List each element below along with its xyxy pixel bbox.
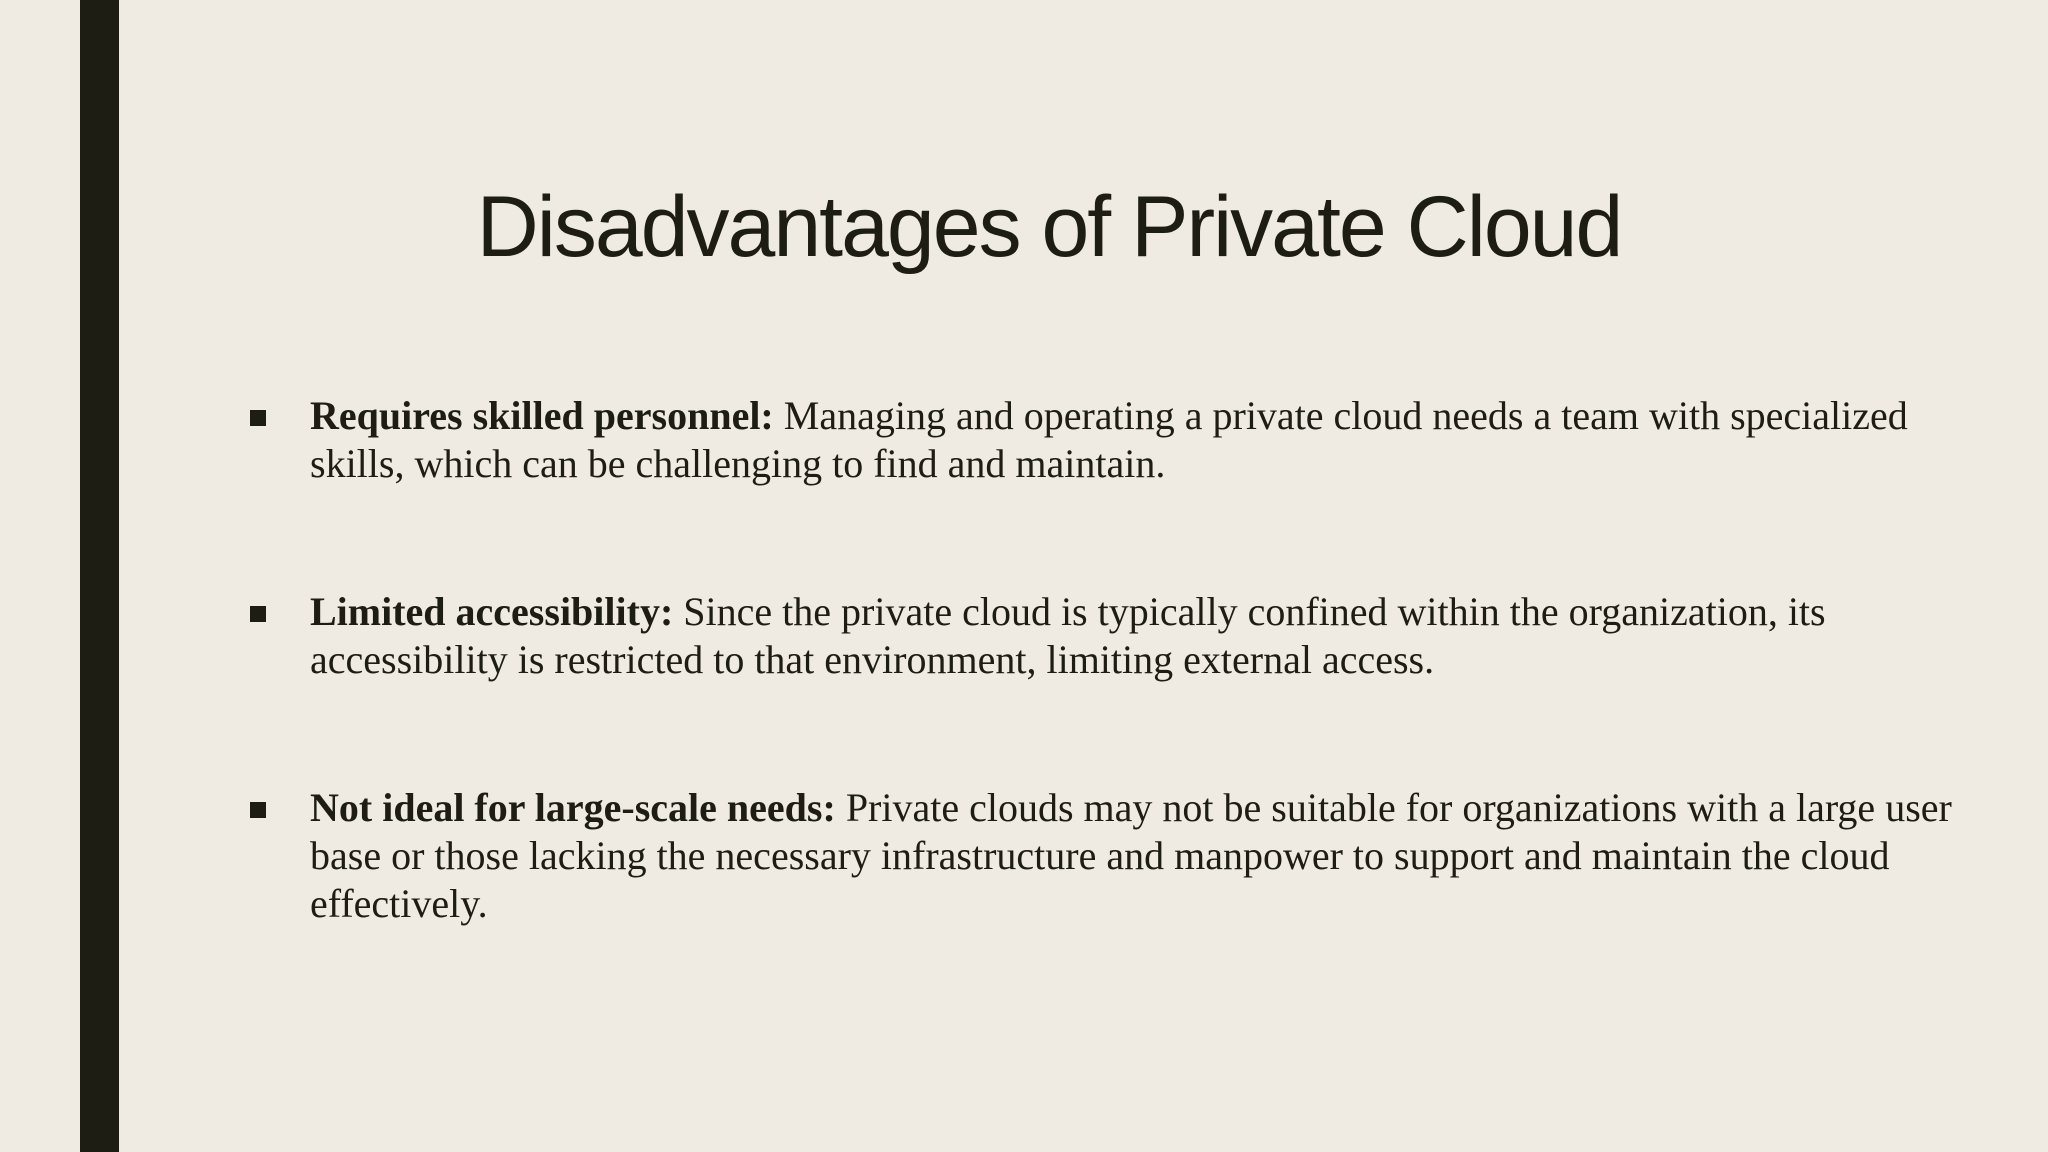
bullet-text: Since the private cloud is typically confined within the organization, its accessibility is restricted to that environment, limiting external access.: [310, 589, 1826, 682]
square-bullet-icon: [250, 606, 266, 622]
bullet-item: [248, 588, 2008, 684]
bullet-text: Managing and operating a private cloud needs a team with specialized skills, which can be challenging to find and maintain.: [310, 393, 1908, 486]
bullet-lead: Requires skilled personnel:: [310, 393, 774, 438]
left-accent-bar: [80, 0, 119, 1152]
bullet-lead: Limited accessibility:: [310, 589, 674, 634]
bullet-item: [248, 784, 2008, 928]
bullet-text: Private clouds may not be suitable for organizations with a large user base or those lacking the necessary infrastructure and manpower to support and maintain the cloud effectively.: [310, 785, 1952, 926]
bullet-item: [248, 392, 2008, 488]
square-bullet-icon: [250, 410, 266, 426]
square-bullet-icon: [250, 802, 266, 818]
bullet-lead: Not ideal for large-scale needs:: [310, 785, 836, 830]
slide-title: Disadvantages of Private Cloud: [476, 178, 1622, 275]
bullet-list: [248, 392, 2008, 928]
